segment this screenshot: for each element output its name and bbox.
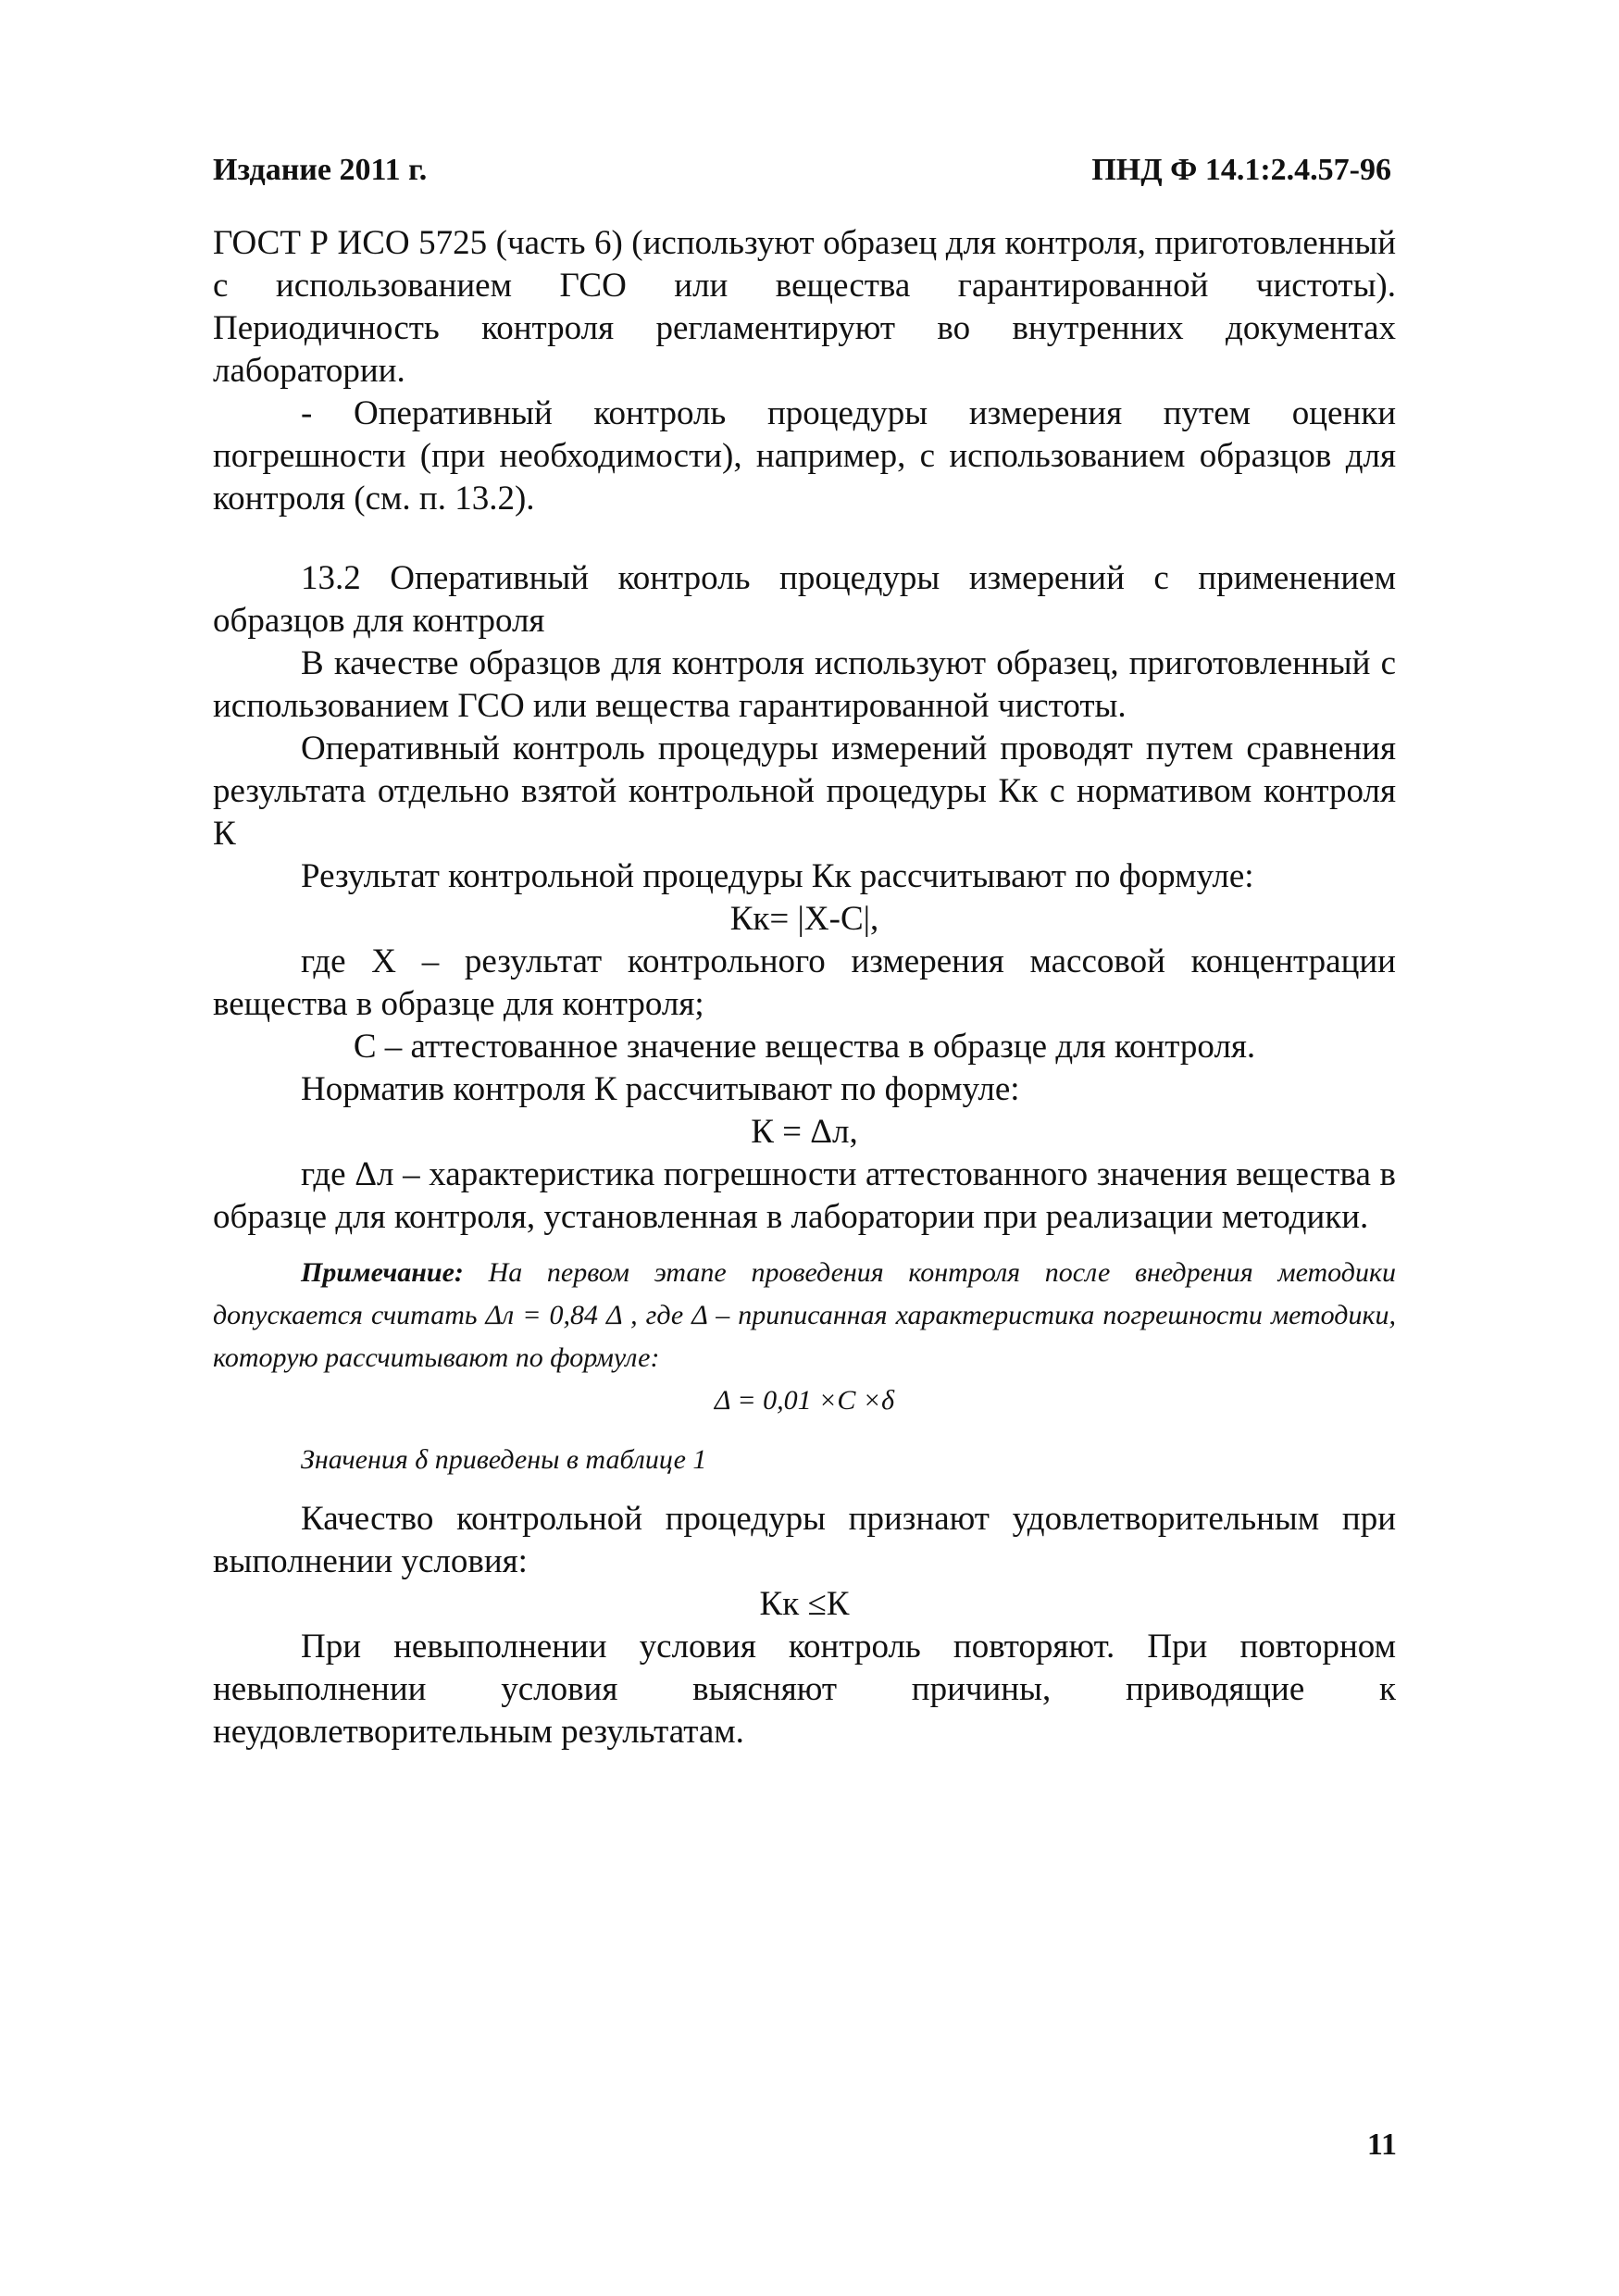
note-label: Примечание: [301,1257,464,1288]
paragraph: При невыполнении условия контроль повторяют. При повторном невыполнении условия выясняют причины, приводящие к неудовлетворительным результатам. [213,1628,1396,1751]
paragraph: где Х – результат контрольного измерения массовой концентрации вещества в образце для контроля; [213,942,1396,1023]
formula-kk: Кк= |Х-С|, [729,900,879,938]
formula-condition: Кк ≤К [759,1585,850,1623]
paragraph: ГОСТ Р ИСО 5725 (часть 6) (используют образец для контроля, приготовленный с использованием ГСО или вещества гарантированной чистоты). Периодичность контроля регламентируют во внутренних документах лаборатории. [213,224,1396,390]
note-text: На первом этапе проведения контроля после внедрения методики допускается считать Δл = 0,84 Δ , где Δ – приписанная характеристика погрешности методики, которую рассчитывают по формуле: [213,1257,1396,1373]
paragraph: - Оперативный контроль процедуры измерения путем оценки погрешности (при необходимости), например, с использованием образцов для контроля (см. п. 13.2). [213,394,1396,518]
edition-header: Издание 2011 г. [213,153,428,187]
paragraph: Норматив контроля К рассчитывают по формуле: [301,1070,1020,1108]
note [213,1252,1396,1379]
section-heading: 13.2 Оперативный контроль процедуры измерений с применением образцов для контроля [213,559,1396,640]
formula-k: К = Δл, [751,1113,858,1151]
paragraph: С – аттестованное значение вещества в образце для контроля. [353,1028,1256,1066]
paragraph: Оперативный контроль процедуры измерений проводят путем сравнения результата отдельно взятой контрольной процедуры Кк с нормативом контроля К [213,730,1396,853]
paragraph: где Δл – характеристика погрешности аттестованного значения вещества в образце для контроля, установленная в лаборатории при реализации методики. [213,1155,1396,1236]
paragraph: Качество контрольной процедуры признают удовлетворительным при выполнении условия: [213,1500,1396,1580]
page-number: 11 [1366,2128,1397,2162]
paragraph: В качестве образцов для контроля используют образец, приготовленный с использованием ГСО или вещества гарантированной чистоты. [213,644,1396,725]
document-body [213,222,1396,1753]
document-code-header: ПНД Ф 14.1:2.4.57-96 [1091,153,1391,187]
paragraph: Результат контрольной процедуры Кк рассчитывают по формуле: [301,857,1254,895]
values-note: Значения δ приведены в таблице 1 [301,1444,707,1475]
formula-delta: Δ = 0,01 ×С ×δ [714,1385,895,1416]
